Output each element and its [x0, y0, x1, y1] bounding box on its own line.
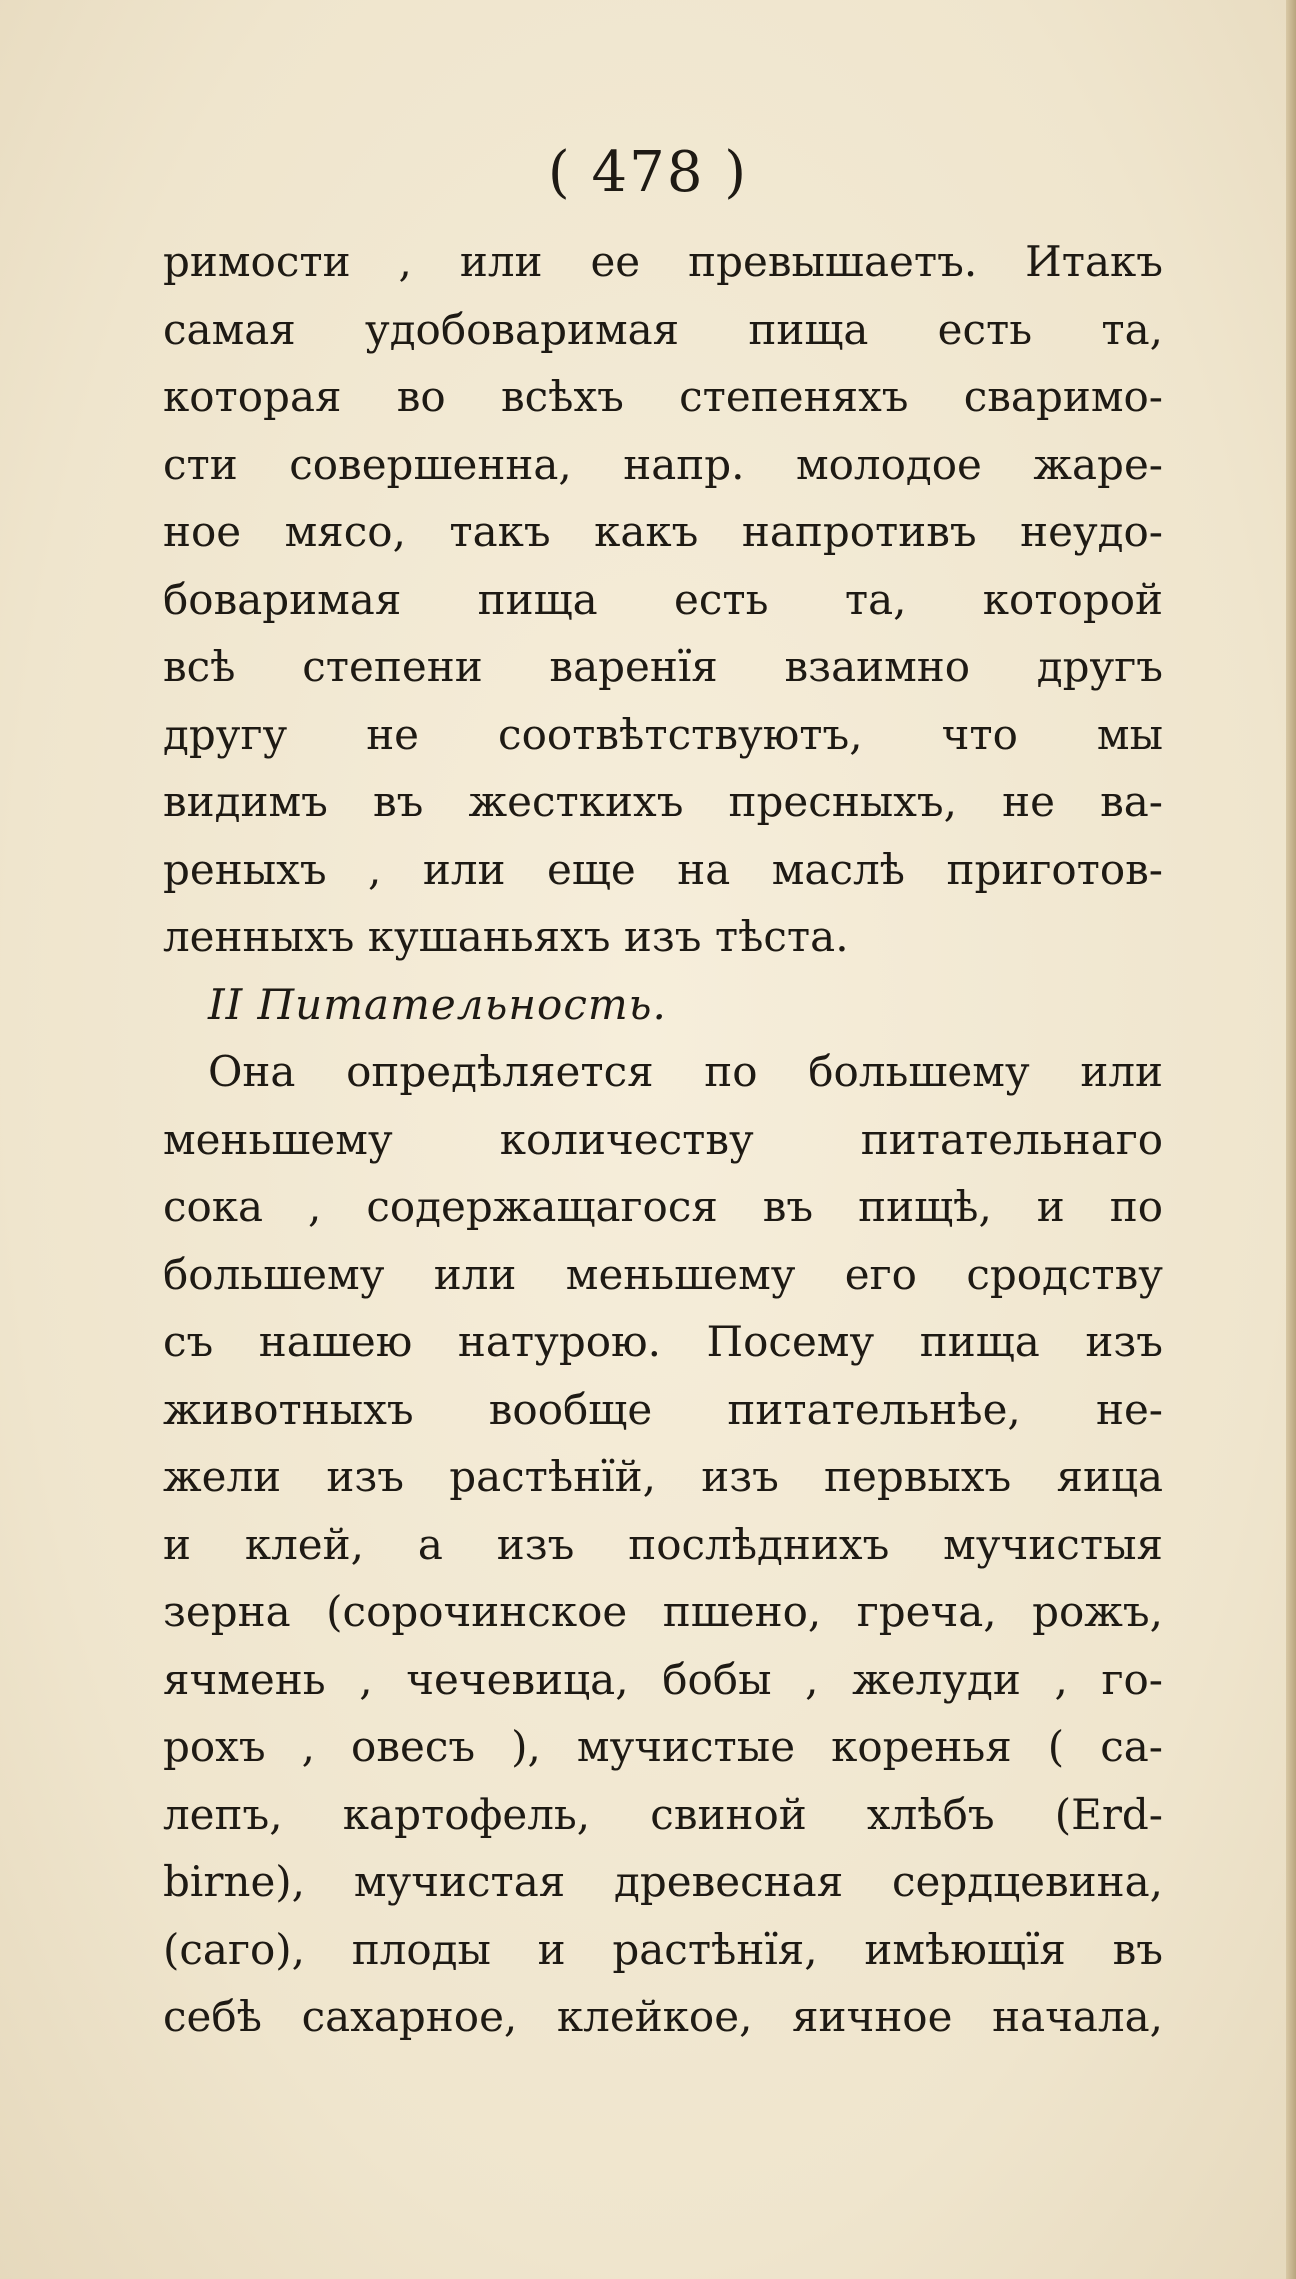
- text-line: большему или меньшему его сродству: [163, 1249, 1163, 1299]
- text-line: самая удобоваримая пища есть та,: [163, 304, 1163, 354]
- text-line: рохъ , овесъ ), мучистые коренья ( са-: [163, 1722, 1163, 1771]
- text-line: ленныхъ кушаньяхъ изъ тѣста.: [163, 912, 849, 961]
- text-line: (саго), плоды и растѣнїя, имѣющїя въ: [163, 1924, 1163, 1974]
- text-line: другу не соотвѣтствуютъ, что мы: [163, 709, 1163, 759]
- text-line: реныхъ , или еще на маслѣ приготов-: [163, 844, 1163, 894]
- text-line: меньшему количеству питательнаго: [163, 1114, 1163, 1164]
- text-line: римости , или ее превышаетъ. Итакъ: [163, 237, 1163, 286]
- text-line: видимъ въ жесткихъ пресныхъ, не ва-: [163, 777, 1163, 826]
- section-heading: II Питательность.: [208, 979, 667, 1029]
- text-line: Она опредѣляется по большему или: [208, 1047, 1163, 1096]
- text-line: сти совершенна, напр. молодое жаре-: [163, 439, 1163, 489]
- text-line: жели изъ растѣнїй, изъ первыхъ яица: [163, 1452, 1163, 1501]
- text-line: себѣ сахарное, клейкое, яичное начала,: [163, 1992, 1163, 2041]
- text-line: и клей, а изъ послѣднихъ мучистыя: [163, 1519, 1163, 1569]
- text-line: которая во всѣхъ степеняхъ сваримо-: [163, 372, 1163, 421]
- text-line: лепъ, картофель, свиной хлѣбъ (Erd-: [163, 1789, 1163, 1839]
- text-line: ячмень , чечевица, бобы , желуди , го-: [163, 1654, 1163, 1704]
- text-line: сока , содержащагося въ пищѣ, и по: [163, 1182, 1163, 1231]
- page-edge: [1286, 0, 1296, 2279]
- body-text: [163, 228, 1163, 2051]
- text-line: зерна (сорочинское пшено, греча, рожъ,: [163, 1587, 1163, 1636]
- page-number: ( 478 ): [547, 140, 749, 205]
- text-line: боваримая пища есть та, которой: [163, 574, 1163, 624]
- text-line: birne), мучистая древесная сердцевина,: [163, 1857, 1163, 1906]
- text-line: съ нашею натурою. Посему пища изъ: [163, 1317, 1163, 1366]
- text-line: ное мясо, такъ какъ напротивъ неудо-: [163, 507, 1163, 556]
- text-line: всѣ степени варенїя взаимно другъ: [163, 642, 1163, 691]
- text-line: животныхъ вообще питательнѣе, не-: [163, 1384, 1163, 1434]
